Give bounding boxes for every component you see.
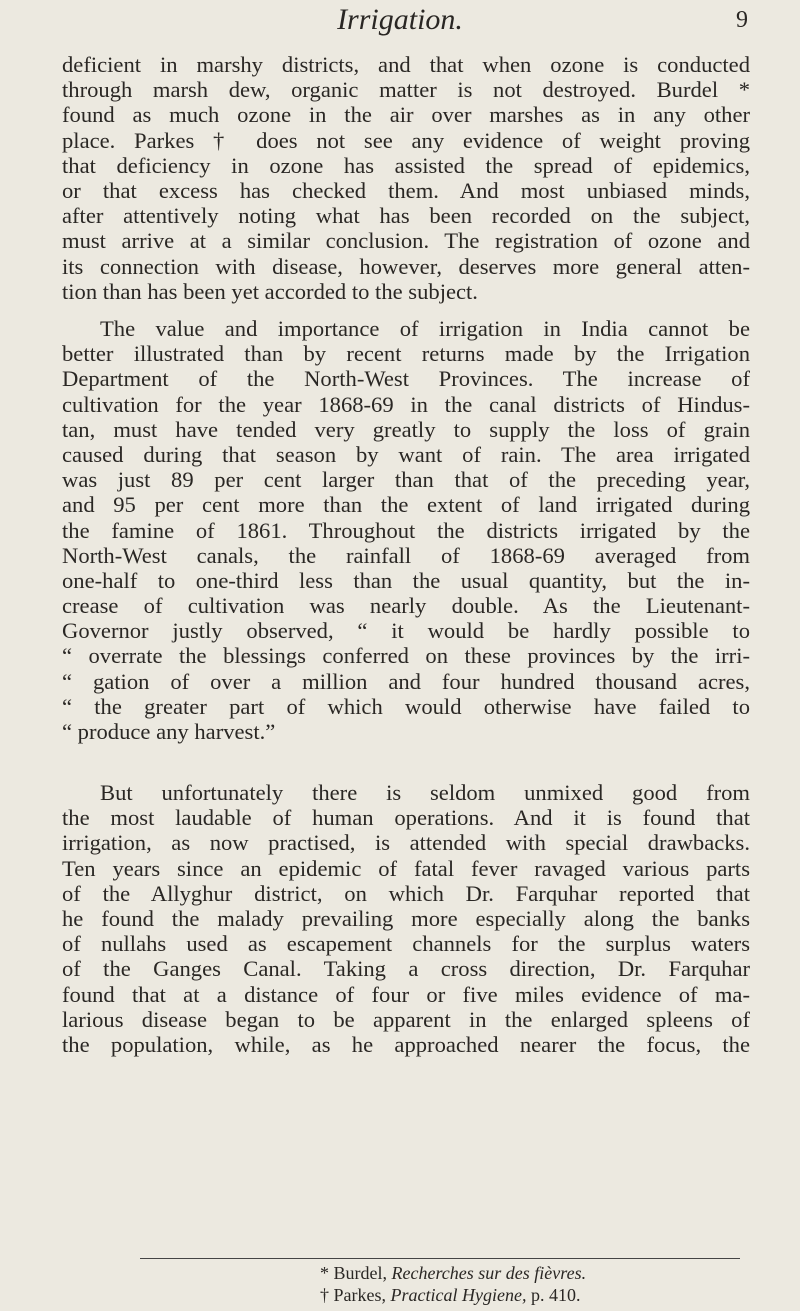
text-line: that deficiency in ozone has assisted the spread of epidemics, [62, 152, 750, 178]
text-line: he found the malady prevailing more especially along the banks [62, 905, 750, 931]
text-line: “ overrate the blessings conferred on these provinces by the irri- [62, 643, 750, 669]
footnote-mark: † [320, 1285, 329, 1305]
text-line: the population, while, as he approached nearer the focus, the [62, 1031, 750, 1057]
text-line: better illustrated than by recent returns made by the Irrigation [62, 341, 750, 367]
text-line: one-half to one-third less than the usual quantity, but the in- [62, 567, 750, 593]
footnote-page: p. 410. [530, 1285, 581, 1305]
paragraph-1 [62, 52, 750, 304]
paragraph-3 [62, 780, 750, 1057]
text-line: Governor justly observed, “ it would be hardly possible to [62, 618, 750, 644]
footnotes [320, 1262, 760, 1306]
text-line: Ten years since an epidemic of fatal fever ravaged various parts [62, 855, 750, 881]
text-line: crease of cultivation was nearly double. As the Lieutenant- [62, 593, 750, 619]
text-line: the famine of 1861. Throughout the districts irrigated by the [62, 517, 750, 543]
text-line: the most laudable of human operations. And it is found that [62, 805, 750, 831]
text-line: found that at a distance of four or five miles evidence of ma- [62, 981, 750, 1007]
footnote [320, 1262, 760, 1284]
text-line: of the Allyghur district, on which Dr. Farquhar reported that [62, 880, 750, 906]
text-line: But unfortunately there is seldom unmixed good from [100, 780, 750, 805]
text-line: tan, must have tended very greatly to supply the loss of grain [62, 416, 750, 442]
footnote-mark: * [320, 1263, 329, 1283]
text-line: was just 89 per cent larger than that of the preceding year, [62, 467, 750, 493]
text-line: “ the greater part of which would otherwise have failed to [62, 693, 750, 719]
text-line: deficient in marshy districts, and that when ozone is conducted [62, 52, 750, 77]
text-line: Department of the North-West Provinces. The increase of [62, 366, 750, 392]
footnote-work: Recherches sur des fièvres. [391, 1263, 587, 1283]
text-line: North-West canals, the rainfall of 1868-69 averaged from [62, 542, 750, 568]
text-line: tion than has been yet accorded to the subject. [62, 278, 478, 304]
text-line: or that excess has checked them. And most unbiased minds, [62, 177, 750, 203]
text-line: The value and importance of irrigation in India cannot be [100, 316, 750, 341]
text-line: of nullahs used as escapement channels for the surplus waters [62, 931, 750, 957]
footnote-author: Parkes, [333, 1285, 386, 1305]
text-line: after attentively noting what has been recorded on the subject, [62, 203, 750, 229]
text-line: larious disease began to be apparent in the enlarged spleens of [62, 1006, 750, 1032]
text-line: place. Parkes † does not see any evidence of weight proving [62, 127, 750, 153]
text-line: must arrive at a similar conclusion. The registration of ozone and [62, 228, 750, 254]
footnote-work: Practical Hygiene, [390, 1285, 527, 1305]
text-line: and 95 per cent more than the extent of land irrigated during [62, 492, 750, 518]
text-line: of the Ganges Canal. Taking a cross direction, Dr. Farquhar [62, 956, 750, 982]
text-line: irrigation, as now practised, is attended with special drawbacks. [62, 830, 750, 856]
text-line: caused during that season by want of rain. The area irrigated [62, 441, 750, 467]
text-line: cultivation for the year 1868-69 in the canal districts of Hindus- [62, 391, 750, 417]
text-line: its connection with disease, however, deserves more general atten- [62, 253, 750, 279]
text-line: “ produce any harvest.” [62, 719, 276, 744]
footnote-rule [140, 1258, 740, 1259]
text-line: “ gation of over a million and four hundred thousand acres, [62, 668, 750, 694]
text-line: found as much ozone in the air over marshes as in any other [62, 102, 750, 128]
running-head: Irrigation. [337, 3, 463, 36]
footnote-author: Burdel, [333, 1263, 387, 1283]
footnote [320, 1284, 760, 1306]
page-number: 9 [736, 7, 748, 33]
text-line: through marsh dew, organic matter is not destroyed. Burdel * [62, 77, 750, 103]
paragraph-2 [62, 316, 750, 744]
